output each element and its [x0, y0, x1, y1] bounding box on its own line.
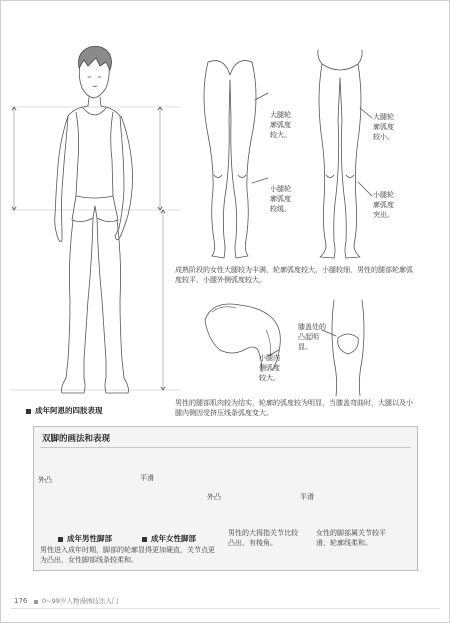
female-calf-note: 小腿轮廓弧度较缓。 — [270, 185, 291, 213]
male-outer-label: 外凸 — [38, 476, 52, 484]
page-number: 176 — [14, 597, 28, 605]
knee-front-drawing — [322, 300, 364, 396]
bullet-square-icon — [142, 537, 147, 542]
male-legs-drawing — [318, 50, 372, 258]
book-title: 0~99岁人物漫画技法入门 — [42, 597, 119, 605]
toes-flat-label: 平滑 — [300, 493, 314, 501]
footer-marker — [34, 600, 38, 604]
knee-note: 膝盖处的凸起明显。 — [298, 323, 326, 351]
adult-body-figure — [10, 46, 180, 393]
muscle-text: 男性的腿部肌肉较为结实，轮廓的弧度较为明显，当膝盖弯曲时，大腿以及小腿内侧因受挤压线条弧度变大。 — [175, 399, 413, 417]
male-foot-caption: 成年男性脚部 — [58, 533, 112, 544]
male-thigh-note: 大腿轮廓弧度较小。 — [373, 113, 394, 141]
feet-panel-title: 双脚的画法和表现 — [42, 434, 111, 444]
female-toes-desc: 女性的脚部属关节较平滑，轮廓线柔和。 — [316, 529, 386, 547]
female-foot-caption: 成年女性脚部 — [142, 533, 196, 544]
bullet-square-icon — [26, 409, 31, 414]
feet-left-desc: 男性进入成年时期，脚部的轮廓显得更加硬直，关节点更为凸出，女性脚部线条较柔和。 — [40, 546, 215, 564]
female-legs-drawing — [204, 61, 268, 258]
leg-compare-text: 成熟阶段的女性大腿较为丰满，轮廓弧度较大，小腿较细，男性的腿部轮廓弧度较平，小腿外侧弧度较大。 — [175, 266, 413, 284]
bullet-square-icon — [58, 537, 63, 542]
calf-inner-note: 小腿内侧弧度较大。 — [259, 354, 280, 382]
male-calf-note: 小腿轮廓弧度突出。 — [373, 191, 394, 219]
toes-outer-label: 外凸 — [207, 493, 221, 501]
panel-divider — [40, 447, 411, 448]
footer-rule — [10, 608, 440, 609]
male-toes-desc: 男性的大拇指关节比较凸出，有棱角。 — [228, 529, 298, 547]
female-thigh-note: 大腿轮廓弧度较大。 — [270, 111, 291, 139]
body-caption: 成年阿恩的四肢表现 — [26, 405, 103, 416]
female-flat-label: 平滑 — [140, 474, 154, 482]
